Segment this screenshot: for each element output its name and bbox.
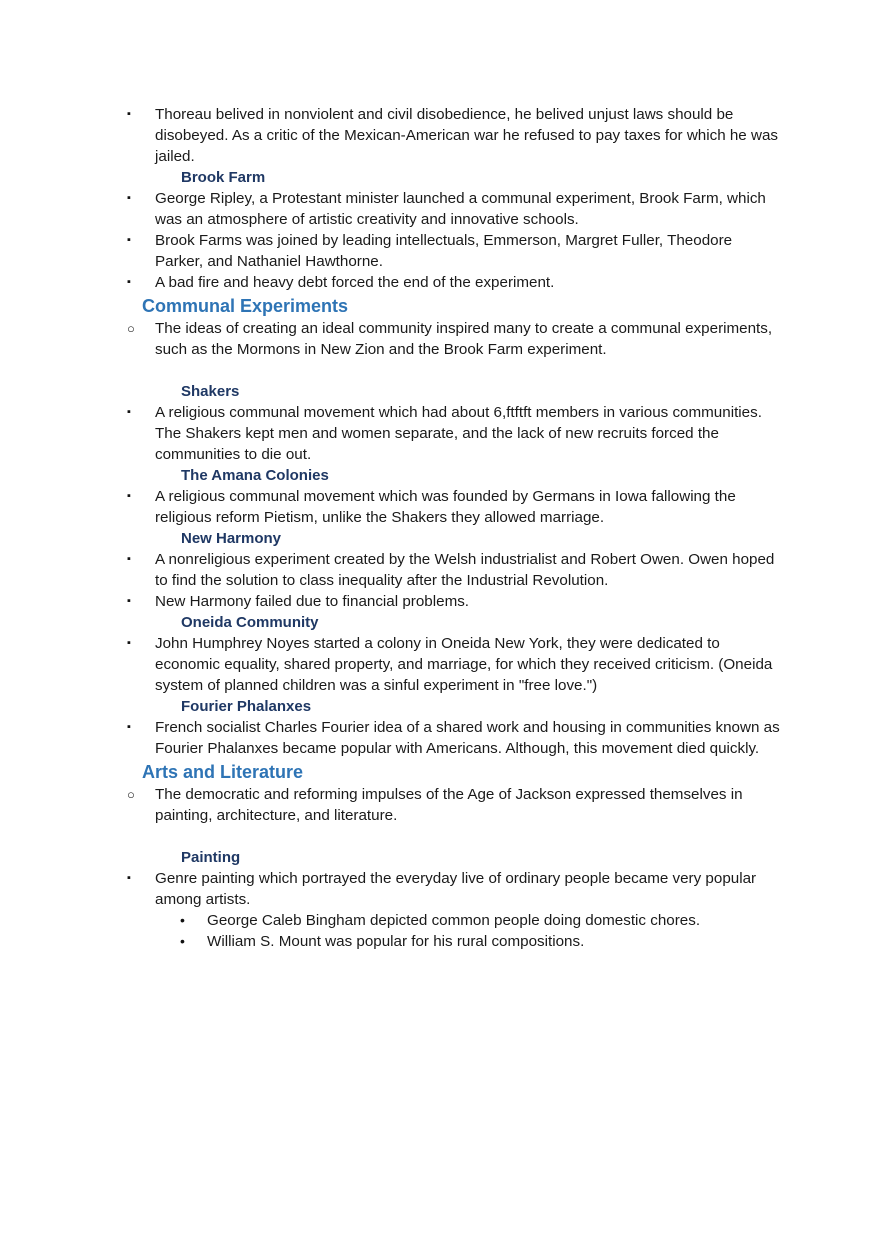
subsection-heading: Brook Farm (181, 169, 266, 186)
section-heading: Communal Experiments (142, 296, 349, 316)
bullet-text: A religious communal movement which had about 6,ftftft members in various communities. The Shakers kept men and women separate, and the lack of new recruits forced the communities to die out. (155, 404, 762, 463)
square-bullet-icon: ▪ (127, 595, 131, 607)
bullet-item (0, 591, 880, 612)
bullet-text: Brook Farms was joined by leading intellectuals, Emmerson, Margret Fuller, Theodore Parker, and Nathaniel Hawthorne. (155, 232, 733, 270)
paragraph-spacer (0, 360, 880, 381)
dot-bullet-icon: • (180, 912, 185, 928)
bullet-item (0, 633, 880, 696)
bullet-text: John Humphrey Noyes started a colony in Oneida New York, they were dedicated to economic equality, shared property, and marriage, for which they received criticism. (Oneida system of planned children was a sinful experiment in "free love.") (155, 635, 773, 694)
bullet-item (0, 272, 880, 293)
bullet-item (0, 784, 880, 826)
bullet-text: Thoreau belived in nonviolent and civil disobedience, he belived unjust laws should be disobeyed. As a critic of the Mexican-American war he refused to pay taxes for which he was jailed. (155, 106, 778, 165)
bullet-text: French socialist Charles Fourier idea of a shared work and housing in communities known as Fourier Phalanxes became popular with Americans. Although, this movement died quickly. (155, 719, 780, 757)
subsection-heading: New Harmony (181, 530, 282, 547)
bullet-text: A religious communal movement which was founded by Germans in Iowa fallowing the religious reform Pietism, unlike the Shakers they allowed marriage. (155, 488, 736, 526)
square-bullet-icon: ▪ (127, 192, 131, 204)
bullet-item (0, 549, 880, 591)
bullet-text: A bad fire and heavy debt forced the end of the experiment. (155, 274, 555, 291)
square-bullet-icon: ▪ (127, 406, 131, 418)
paragraph-spacer (0, 826, 880, 847)
bullet-text: Genre painting which portrayed the everyday live of ordinary people became very popular among artists. (155, 870, 757, 908)
square-bullet-icon: ▪ (127, 490, 131, 502)
square-bullet-icon: ▪ (127, 276, 131, 288)
square-bullet-icon: ▪ (127, 637, 131, 649)
bullet-text: The ideas of creating an ideal community inspired many to create a communal experiments, such as the Mormons in New Zion and the Brook Farm experiment. (155, 320, 773, 358)
bullet-item (0, 868, 880, 910)
bullet-item (0, 188, 880, 230)
square-bullet-icon: ▪ (127, 108, 131, 120)
subsection-heading: Fourier Phalanxes (181, 698, 312, 715)
bullet-text: William S. Mount was popular for his rural compositions. (207, 933, 585, 950)
section-heading: Arts and Literature (142, 762, 304, 782)
bullet-item (0, 486, 880, 528)
sub-bullet-item (0, 931, 880, 952)
circle-bullet-icon: ○ (127, 787, 135, 802)
sub-bullet-item (0, 910, 880, 931)
bullet-text: New Harmony failed due to financial problems. (155, 593, 470, 610)
bullet-item (0, 230, 880, 272)
bullet-text: George Caleb Bingham depicted common people doing domestic chores. (207, 912, 701, 929)
subsection-heading: Shakers (181, 383, 240, 400)
bullet-item (0, 402, 880, 465)
dot-bullet-icon: • (180, 933, 185, 949)
square-bullet-icon: ▪ (127, 721, 131, 733)
subsection-heading: The Amana Colonies (181, 467, 329, 484)
document-body (0, 104, 880, 952)
subsection-heading: Oneida Community (181, 614, 319, 631)
bullet-text: A nonreligious experiment created by the Welsh industrialist and Robert Owen. Owen hoped to find the solution to class inequality after the Industrial Revolution. (155, 551, 775, 589)
square-bullet-icon: ▪ (127, 234, 131, 246)
bullet-item (0, 318, 880, 360)
bullet-text: The democratic and reforming impulses of the Age of Jackson expressed themselves in painting, architecture, and literature. (155, 786, 743, 824)
square-bullet-icon: ▪ (127, 553, 131, 565)
square-bullet-icon: ▪ (127, 872, 131, 884)
circle-bullet-icon: ○ (127, 321, 135, 336)
bullet-item (0, 717, 880, 759)
bullet-text: George Ripley, a Protestant minister launched a communal experiment, Brook Farm, which was an atmosphere of artistic creativity and innovative schools. (155, 190, 766, 228)
bullet-item (0, 104, 880, 167)
subsection-heading: Painting (181, 849, 241, 866)
